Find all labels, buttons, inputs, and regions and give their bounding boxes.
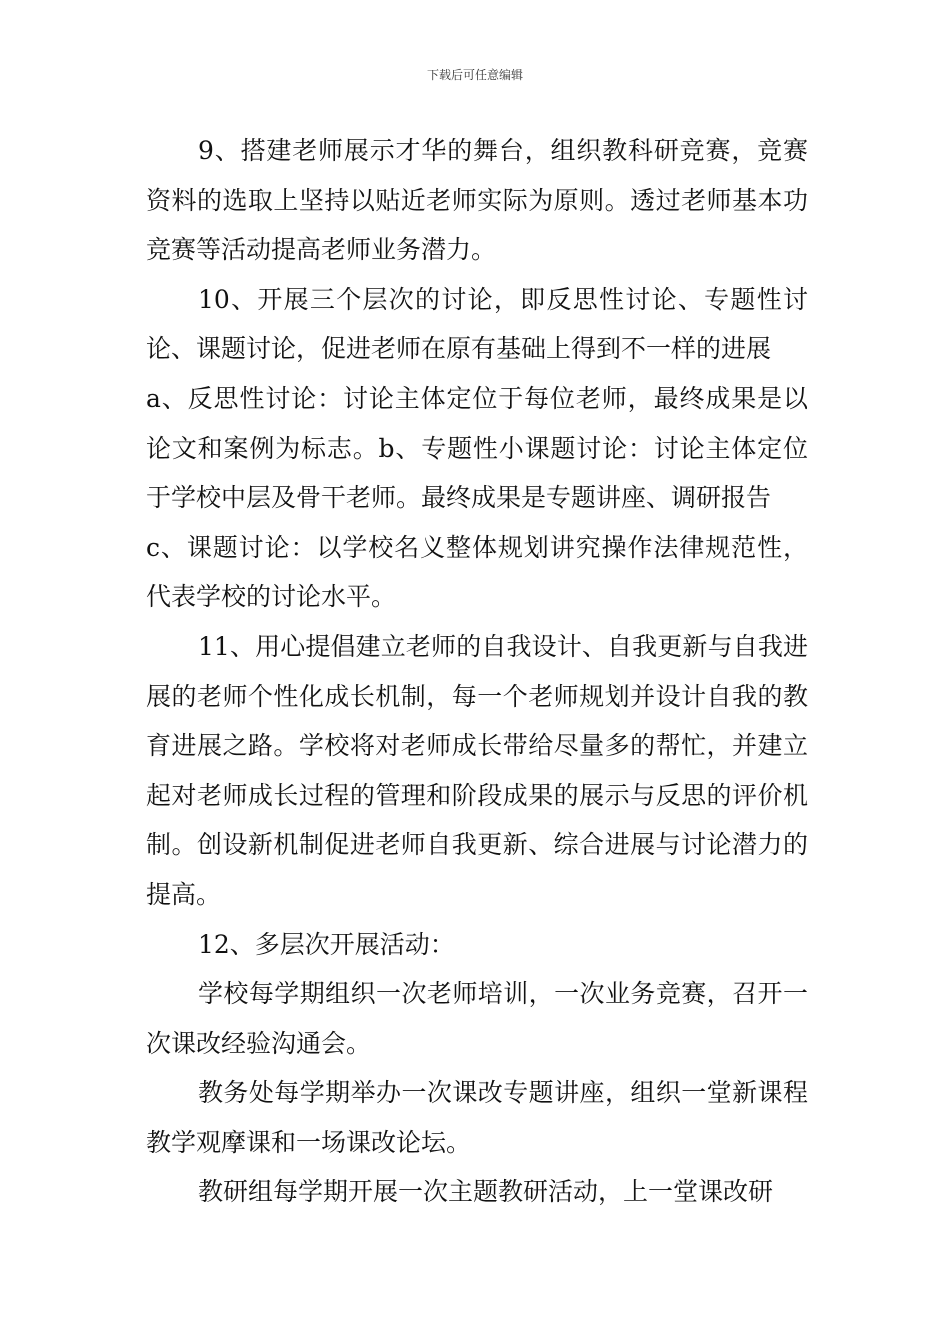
paragraph-teaching-group: 教研组每学期开展一次主题教研活动，上一堂课改研: [198, 1177, 774, 1207]
paragraph-item-12: 12、多层次开展活动：: [198, 929, 455, 959]
document-body: [146, 126, 808, 1217]
paragraph-item-10c: c、课题讨论：以学校名义整体规划讲究操作法律规范性，代表学校的讨论水平。: [146, 532, 808, 612]
paragraph-item-11: 11、用心提倡建立老师的自我设计、自我更新与自我进展的老师个性化成长机制，每一个老师规划并设计自我的教育进展之路。学校将对老师成长带给尽量多的帮忙，并建立起对老师成长过程的管理和阶段成果的展示与反思的评价机制。创设新机制促进老师自我更新、综合进展与讨论潜力的提高。: [146, 631, 808, 909]
paragraph-item-9: 9、搭建老师展示才华的舞台，组织教科研竞赛，竞赛资料的选取上坚持以贴近老师实际为原则。透过老师基本功竞赛等活动提高老师业务潜力。: [146, 136, 808, 265]
paragraph-academic-affairs: 教务处每学期举办一次课改专题讲座，组织一堂新课程教学观摩课和一场课改论坛。: [146, 1078, 808, 1157]
paragraph-item-10: 10、开展三个层次的讨论，即反思性讨论、专题性讨论、课题讨论，促进老师在原有基础上得到不一样的进展: [146, 284, 808, 364]
paragraph-item-10a-10b: a、反思性讨论：讨论主体定位于每位老师，最终成果是以论文和案例为标志。b、专题性小课题讨论：讨论主体定位于学校中层及骨干老师。最终成果是专题讲座、调研报告: [146, 383, 808, 513]
page-header-note: 下载后可任意编辑: [426, 68, 523, 82]
paragraph-school-activities: 学校每学期组织一次老师培训，一次业务竞赛，召开一次课改经验沟通会。: [146, 979, 808, 1058]
